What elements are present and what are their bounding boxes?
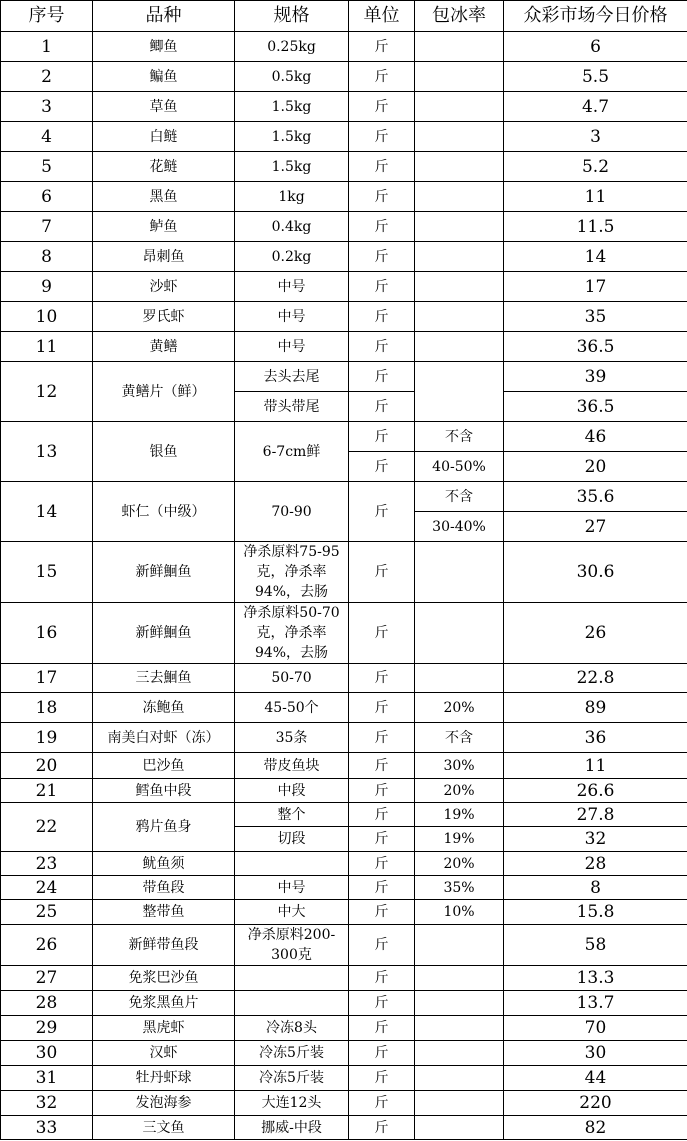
unit-cell: 斤 bbox=[349, 542, 415, 603]
row-number: 16 bbox=[1, 603, 93, 664]
product-spec: 冷冻8头 bbox=[235, 1016, 349, 1041]
product-spec: 0.2kg bbox=[235, 242, 349, 272]
row-number: 22 bbox=[1, 803, 93, 852]
unit-cell: 斤 bbox=[349, 900, 415, 925]
table-row bbox=[1, 900, 687, 925]
product-spec: 70-90 bbox=[235, 482, 349, 542]
product-name: 新鲜带鱼段 bbox=[93, 925, 235, 966]
unit-cell: 斤 bbox=[349, 693, 415, 723]
price-cell: 32 bbox=[504, 827, 687, 852]
product-name: 虾仁（中级） bbox=[93, 482, 235, 542]
unit-cell: 斤 bbox=[349, 603, 415, 664]
ice-rate-cell bbox=[415, 925, 504, 966]
product-name: 白鲢 bbox=[93, 122, 235, 152]
unit-cell: 斤 bbox=[349, 92, 415, 122]
price-cell: 20 bbox=[504, 452, 687, 482]
product-name: 汉虾 bbox=[93, 1041, 235, 1066]
product-spec: 冷冻5斤装 bbox=[235, 1041, 349, 1066]
product-spec: 中号 bbox=[235, 332, 349, 362]
ice-rate-cell bbox=[415, 1116, 504, 1140]
table-row bbox=[1, 152, 687, 182]
product-name: 三去鮰鱼 bbox=[93, 664, 235, 693]
table-row bbox=[1, 362, 687, 392]
price-cell: 3 bbox=[504, 122, 687, 152]
unit-cell: 斤 bbox=[349, 723, 415, 753]
product-spec: 带头带尾 bbox=[235, 392, 349, 422]
row-number: 3 bbox=[1, 92, 93, 122]
ice-rate-cell bbox=[415, 1066, 504, 1091]
ice-rate-cell: 30-40% bbox=[415, 512, 504, 542]
unit-cell: 斤 bbox=[349, 753, 415, 779]
table-row bbox=[1, 182, 687, 212]
table-row bbox=[1, 1016, 687, 1041]
price-cell: 11 bbox=[504, 182, 687, 212]
price-cell: 11.5 bbox=[504, 212, 687, 242]
table-row bbox=[1, 925, 687, 966]
row-number: 19 bbox=[1, 723, 93, 753]
ice-rate-cell bbox=[415, 1091, 504, 1116]
ice-rate-cell: 不含 bbox=[415, 723, 504, 753]
product-name: 南美白对虾（冻） bbox=[93, 723, 235, 753]
table-row bbox=[1, 482, 687, 512]
product-spec bbox=[235, 966, 349, 991]
price-cell: 89 bbox=[504, 693, 687, 723]
table-row bbox=[1, 603, 687, 664]
price-cell: 14 bbox=[504, 242, 687, 272]
row-number: 29 bbox=[1, 1016, 93, 1041]
product-spec: 整个 bbox=[235, 803, 349, 827]
product-spec: 净杀原料200-300克 bbox=[235, 925, 349, 966]
product-spec: 挪威-中段 bbox=[235, 1116, 349, 1140]
table-row bbox=[1, 803, 687, 827]
unit-cell: 斤 bbox=[349, 779, 415, 803]
product-spec: 带皮鱼块 bbox=[235, 753, 349, 779]
product-name: 花鲢 bbox=[93, 152, 235, 182]
header-spec: 规格 bbox=[235, 1, 349, 32]
unit-cell: 斤 bbox=[349, 212, 415, 242]
ice-rate-cell bbox=[415, 1016, 504, 1041]
row-number: 8 bbox=[1, 242, 93, 272]
product-name: 草鱼 bbox=[93, 92, 235, 122]
unit-cell: 斤 bbox=[349, 122, 415, 152]
table-row bbox=[1, 693, 687, 723]
unit-cell: 斤 bbox=[349, 925, 415, 966]
row-number: 7 bbox=[1, 212, 93, 242]
row-number: 10 bbox=[1, 302, 93, 332]
price-cell: 15.8 bbox=[504, 900, 687, 925]
row-number: 12 bbox=[1, 362, 93, 422]
ice-rate-cell bbox=[415, 362, 504, 422]
unit-cell: 斤 bbox=[349, 852, 415, 876]
unit-cell: 斤 bbox=[349, 302, 415, 332]
unit-cell: 斤 bbox=[349, 32, 415, 62]
row-number: 5 bbox=[1, 152, 93, 182]
table-row bbox=[1, 1041, 687, 1066]
table-row bbox=[1, 723, 687, 753]
row-number: 4 bbox=[1, 122, 93, 152]
price-cell: 39 bbox=[504, 362, 687, 392]
price-cell: 220 bbox=[504, 1091, 687, 1116]
product-name: 鲈鱼 bbox=[93, 212, 235, 242]
table-row bbox=[1, 92, 687, 122]
product-spec bbox=[235, 852, 349, 876]
row-number: 26 bbox=[1, 925, 93, 966]
row-number: 1 bbox=[1, 32, 93, 62]
unit-cell: 斤 bbox=[349, 332, 415, 362]
unit-cell: 斤 bbox=[349, 272, 415, 302]
row-number: 13 bbox=[1, 422, 93, 482]
row-number: 18 bbox=[1, 693, 93, 723]
table-row bbox=[1, 302, 687, 332]
header-no: 序号 bbox=[1, 1, 93, 32]
price-cell: 70 bbox=[504, 1016, 687, 1041]
ice-rate-cell bbox=[415, 92, 504, 122]
product-name: 昂刺鱼 bbox=[93, 242, 235, 272]
unit-cell: 斤 bbox=[349, 1066, 415, 1091]
price-cell: 30.6 bbox=[504, 542, 687, 603]
unit-cell: 斤 bbox=[349, 152, 415, 182]
row-number: 27 bbox=[1, 966, 93, 991]
product-name: 银鱼 bbox=[93, 422, 235, 482]
table-row bbox=[1, 242, 687, 272]
product-spec: 35条 bbox=[235, 723, 349, 753]
product-spec: 净杀原料50-70克，净杀率94%，去肠 bbox=[235, 603, 349, 664]
ice-rate-cell bbox=[415, 542, 504, 603]
product-name: 黄鳝 bbox=[93, 332, 235, 362]
ice-rate-cell bbox=[415, 152, 504, 182]
ice-rate-cell: 35% bbox=[415, 876, 504, 900]
ice-rate-cell bbox=[415, 212, 504, 242]
ice-rate-cell: 40-50% bbox=[415, 452, 504, 482]
product-spec: 冷冻5斤装 bbox=[235, 1066, 349, 1091]
unit-cell: 斤 bbox=[349, 392, 415, 422]
header-ice: 包冰率 bbox=[415, 1, 504, 32]
ice-rate-cell: 20% bbox=[415, 852, 504, 876]
product-name: 鸦片鱼身 bbox=[93, 803, 235, 852]
ice-rate-cell: 20% bbox=[415, 779, 504, 803]
unit-cell: 斤 bbox=[349, 803, 415, 827]
product-name: 牡丹虾球 bbox=[93, 1066, 235, 1091]
product-name: 沙虾 bbox=[93, 272, 235, 302]
ice-rate-cell bbox=[415, 966, 504, 991]
table-row bbox=[1, 966, 687, 991]
product-spec: 1.5kg bbox=[235, 152, 349, 182]
ice-rate-cell bbox=[415, 272, 504, 302]
unit-cell: 斤 bbox=[349, 827, 415, 852]
product-spec: 去头去尾 bbox=[235, 362, 349, 392]
product-name: 鲫鱼 bbox=[93, 32, 235, 62]
product-spec: 0.25kg bbox=[235, 32, 349, 62]
product-spec: 45-50个 bbox=[235, 693, 349, 723]
row-number: 32 bbox=[1, 1091, 93, 1116]
row-number: 28 bbox=[1, 991, 93, 1016]
price-cell: 17 bbox=[504, 272, 687, 302]
table-row bbox=[1, 779, 687, 803]
row-number: 31 bbox=[1, 1066, 93, 1091]
price-cell: 35.6 bbox=[504, 482, 687, 512]
ice-rate-cell bbox=[415, 32, 504, 62]
ice-rate-cell: 19% bbox=[415, 803, 504, 827]
product-name: 黑虎虾 bbox=[93, 1016, 235, 1041]
price-cell: 82 bbox=[504, 1116, 687, 1140]
ice-rate-cell bbox=[415, 991, 504, 1016]
ice-rate-cell bbox=[415, 603, 504, 664]
ice-rate-cell bbox=[415, 1041, 504, 1066]
product-name: 巴沙鱼 bbox=[93, 753, 235, 779]
row-number: 20 bbox=[1, 753, 93, 779]
product-name: 新鲜鮰鱼 bbox=[93, 603, 235, 664]
ice-rate-cell bbox=[415, 302, 504, 332]
price-cell: 13.3 bbox=[504, 966, 687, 991]
price-cell: 58 bbox=[504, 925, 687, 966]
ice-rate-cell bbox=[415, 182, 504, 212]
row-number: 24 bbox=[1, 876, 93, 900]
table-row bbox=[1, 1116, 687, 1140]
row-number: 17 bbox=[1, 664, 93, 693]
product-spec: 1.5kg bbox=[235, 122, 349, 152]
price-cell: 8 bbox=[504, 876, 687, 900]
ice-rate-cell: 10% bbox=[415, 900, 504, 925]
header-row bbox=[1, 1, 687, 32]
row-number: 33 bbox=[1, 1116, 93, 1140]
table-row bbox=[1, 1091, 687, 1116]
row-number: 9 bbox=[1, 272, 93, 302]
price-cell: 6 bbox=[504, 32, 687, 62]
price-cell: 36 bbox=[504, 723, 687, 753]
product-name: 免浆黑鱼片 bbox=[93, 991, 235, 1016]
price-cell: 44 bbox=[504, 1066, 687, 1091]
product-spec: 0.5kg bbox=[235, 62, 349, 92]
header-unit: 单位 bbox=[349, 1, 415, 32]
product-spec: 中大 bbox=[235, 900, 349, 925]
product-name: 黑鱼 bbox=[93, 182, 235, 212]
table-row bbox=[1, 1066, 687, 1091]
price-cell: 27 bbox=[504, 512, 687, 542]
unit-cell: 斤 bbox=[349, 62, 415, 92]
price-cell: 36.5 bbox=[504, 392, 687, 422]
table-row bbox=[1, 62, 687, 92]
row-number: 15 bbox=[1, 542, 93, 603]
price-cell: 35 bbox=[504, 302, 687, 332]
product-spec: 中段 bbox=[235, 779, 349, 803]
table-row bbox=[1, 32, 687, 62]
table-row bbox=[1, 852, 687, 876]
product-name: 免浆巴沙鱼 bbox=[93, 966, 235, 991]
table-row bbox=[1, 122, 687, 152]
price-cell: 11 bbox=[504, 753, 687, 779]
ice-rate-cell: 19% bbox=[415, 827, 504, 852]
row-number: 25 bbox=[1, 900, 93, 925]
unit-cell: 斤 bbox=[349, 452, 415, 482]
product-spec: 中号 bbox=[235, 876, 349, 900]
ice-rate-cell: 20% bbox=[415, 693, 504, 723]
product-name: 发泡海参 bbox=[93, 1091, 235, 1116]
ice-rate-cell: 30% bbox=[415, 753, 504, 779]
table-row bbox=[1, 991, 687, 1016]
unit-cell: 斤 bbox=[349, 876, 415, 900]
table-row bbox=[1, 542, 687, 603]
product-name: 鳕鱼中段 bbox=[93, 779, 235, 803]
price-cell: 26.6 bbox=[504, 779, 687, 803]
unit-cell: 斤 bbox=[349, 664, 415, 693]
product-spec: 1kg bbox=[235, 182, 349, 212]
price-cell: 28 bbox=[504, 852, 687, 876]
price-cell: 26 bbox=[504, 603, 687, 664]
product-spec: 净杀原料75-95克，净杀率94%，去肠 bbox=[235, 542, 349, 603]
table-row bbox=[1, 272, 687, 302]
price-cell: 5.5 bbox=[504, 62, 687, 92]
product-spec: 6-7cm鲜 bbox=[235, 422, 349, 482]
product-spec: 中号 bbox=[235, 272, 349, 302]
unit-cell: 斤 bbox=[349, 182, 415, 212]
row-number: 2 bbox=[1, 62, 93, 92]
product-name: 三文鱼 bbox=[93, 1116, 235, 1140]
price-cell: 46 bbox=[504, 422, 687, 452]
unit-cell: 斤 bbox=[349, 1116, 415, 1140]
product-name: 冻鲍鱼 bbox=[93, 693, 235, 723]
price-cell: 5.2 bbox=[504, 152, 687, 182]
product-name: 鳊鱼 bbox=[93, 62, 235, 92]
row-number: 6 bbox=[1, 182, 93, 212]
product-spec: 1.5kg bbox=[235, 92, 349, 122]
product-spec: 50-70 bbox=[235, 664, 349, 693]
ice-rate-cell bbox=[415, 122, 504, 152]
ice-rate-cell: 不含 bbox=[415, 482, 504, 512]
row-number: 11 bbox=[1, 332, 93, 362]
product-name: 新鲜鮰鱼 bbox=[93, 542, 235, 603]
product-spec: 大连12头 bbox=[235, 1091, 349, 1116]
header-price: 众彩市场今日价格 bbox=[504, 1, 687, 32]
product-name: 鱿鱼须 bbox=[93, 852, 235, 876]
table-row bbox=[1, 422, 687, 452]
table-row bbox=[1, 332, 687, 362]
unit-cell: 斤 bbox=[349, 1016, 415, 1041]
row-number: 21 bbox=[1, 779, 93, 803]
unit-cell: 斤 bbox=[349, 991, 415, 1016]
price-cell: 22.8 bbox=[504, 664, 687, 693]
unit-cell: 斤 bbox=[349, 242, 415, 272]
price-cell: 4.7 bbox=[504, 92, 687, 122]
product-spec: 切段 bbox=[235, 827, 349, 852]
product-spec bbox=[235, 991, 349, 1016]
header-name: 品种 bbox=[93, 1, 235, 32]
table-row bbox=[1, 212, 687, 242]
product-spec: 中号 bbox=[235, 302, 349, 332]
unit-cell: 斤 bbox=[349, 1091, 415, 1116]
row-number: 30 bbox=[1, 1041, 93, 1066]
unit-cell: 斤 bbox=[349, 966, 415, 991]
unit-cell: 斤 bbox=[349, 1041, 415, 1066]
price-cell: 30 bbox=[504, 1041, 687, 1066]
product-name: 带鱼段 bbox=[93, 876, 235, 900]
unit-cell: 斤 bbox=[349, 482, 415, 542]
price-cell: 27.8 bbox=[504, 803, 687, 827]
row-number: 14 bbox=[1, 482, 93, 542]
unit-cell: 斤 bbox=[349, 362, 415, 392]
product-spec: 0.4kg bbox=[235, 212, 349, 242]
ice-rate-cell bbox=[415, 664, 504, 693]
ice-rate-cell bbox=[415, 242, 504, 272]
price-cell: 13.7 bbox=[504, 991, 687, 1016]
price-cell: 36.5 bbox=[504, 332, 687, 362]
row-number: 23 bbox=[1, 852, 93, 876]
product-name: 黄鳝片（鲜） bbox=[93, 362, 235, 422]
product-name: 整带鱼 bbox=[93, 900, 235, 925]
table-row bbox=[1, 876, 687, 900]
table-row bbox=[1, 753, 687, 779]
ice-rate-cell: 不含 bbox=[415, 422, 504, 452]
table-row bbox=[1, 664, 687, 693]
ice-rate-cell bbox=[415, 332, 504, 362]
unit-cell: 斤 bbox=[349, 422, 415, 452]
ice-rate-cell bbox=[415, 62, 504, 92]
product-name: 罗氏虾 bbox=[93, 302, 235, 332]
